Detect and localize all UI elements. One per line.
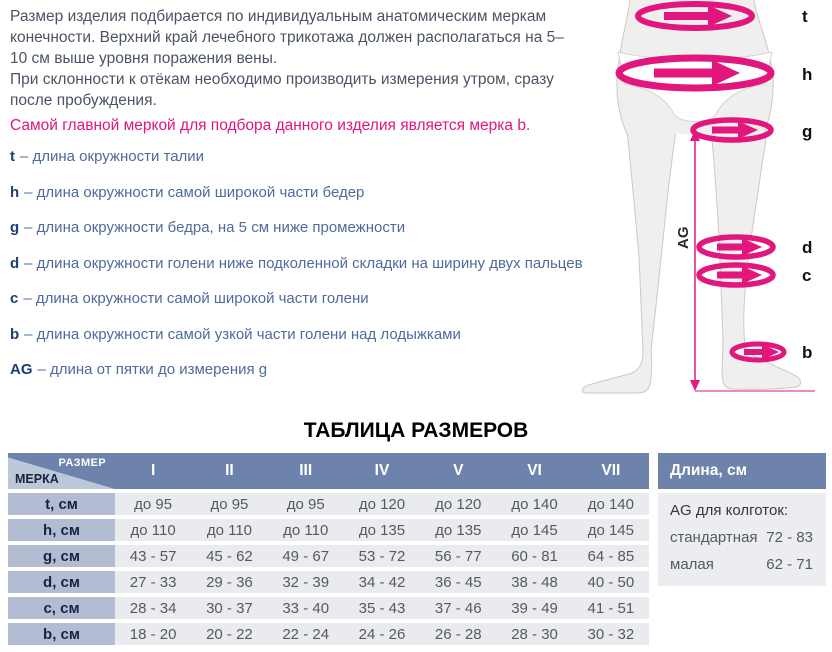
length-panel-note: AG для колготок: <box>670 502 789 519</box>
table-row <box>8 493 649 515</box>
row-label: h, см <box>8 519 115 541</box>
definition-term: h <box>10 183 20 201</box>
intro-paragraph-1: Размер изделия подбирается по индивидуальным анатомическим меркам конечности. Верхний край лечебного трикотажа должен располагаться на 5–10 см выше уровня поражения вены. <box>10 8 564 67</box>
row-label: g, см <box>8 545 115 567</box>
size-cell: до 110 <box>268 519 344 541</box>
size-cell: 49 - 67 <box>268 545 344 567</box>
size-cell: 53 - 72 <box>344 545 420 567</box>
figure-label-g: g <box>802 122 813 141</box>
definition-item <box>10 148 650 169</box>
corner-label-size: РАЗМЕР <box>58 457 106 469</box>
definition-item <box>10 219 650 240</box>
length-row-value: 62 - 71 <box>766 556 813 573</box>
column-header: I <box>115 453 191 489</box>
size-cell: до 110 <box>191 519 267 541</box>
size-cell: 40 - 50 <box>573 571 649 593</box>
length-panel <box>658 453 826 586</box>
highlight-line: Самой главной меркой для подбора данного изделия является мерка b. <box>10 117 531 134</box>
size-cell: 26 - 28 <box>420 623 496 645</box>
size-cell: 32 - 39 <box>268 571 344 593</box>
corner-cell <box>8 453 115 489</box>
size-cell: 37 - 46 <box>420 597 496 619</box>
size-cell: 30 - 37 <box>191 597 267 619</box>
size-cell: 24 - 26 <box>344 623 420 645</box>
size-cell: 43 - 57 <box>115 545 191 567</box>
definition-text: – длина окружности самой широкой части голени <box>23 290 369 307</box>
size-cell: 39 - 49 <box>496 597 572 619</box>
figure-label-c: c <box>802 266 812 285</box>
intro-paragraph-2: При склонности к отёкам необходимо производить измерения утром, сразу после пробуждения. <box>10 71 554 109</box>
size-cell: 30 - 32 <box>573 623 649 645</box>
table-row <box>8 519 649 541</box>
size-cell: 28 - 30 <box>496 623 572 645</box>
size-cell: 41 - 51 <box>573 597 649 619</box>
size-cell: 45 - 62 <box>191 545 267 567</box>
size-cell: 38 - 48 <box>496 571 572 593</box>
definition-text: – длина окружности голени ниже подколенной складки на ширину двух пальцев <box>24 254 583 272</box>
size-cell: 20 - 22 <box>191 623 267 645</box>
length-panel-rows <box>670 529 813 573</box>
size-table <box>8 449 649 649</box>
size-cell: 18 - 20 <box>115 623 191 645</box>
column-header: IV <box>344 453 420 489</box>
size-cell: до 145 <box>496 519 572 541</box>
size-cell: до 135 <box>420 519 496 541</box>
size-cell: 27 - 33 <box>115 571 191 593</box>
size-table-header-row <box>8 453 649 489</box>
size-cell: 29 - 36 <box>191 571 267 593</box>
measurement-definitions <box>10 148 650 397</box>
definition-item <box>10 290 650 311</box>
length-row-label: стандартная <box>670 529 758 546</box>
definition-item <box>10 361 650 382</box>
size-cell: 56 - 77 <box>420 545 496 567</box>
size-cell: 60 - 81 <box>496 545 572 567</box>
definition-term: c <box>10 290 19 307</box>
figure-label-d: d <box>802 238 813 257</box>
length-panel-header: Длина, см <box>658 453 826 489</box>
figure-label-b: b <box>802 343 813 362</box>
definition-text: – длина окружности самой широкой части бедер <box>24 183 365 201</box>
left-leg-shape <box>582 126 677 393</box>
size-cell: 28 - 34 <box>115 597 191 619</box>
definition-item <box>10 326 650 347</box>
column-header: VI <box>496 453 572 489</box>
figure-label-ag: AG <box>675 226 692 249</box>
size-cell: до 145 <box>573 519 649 541</box>
definition-text: – длина окружности самой узкой части голени над лодыжками <box>24 325 461 343</box>
column-header: III <box>268 453 344 489</box>
column-header: II <box>191 453 267 489</box>
definition-item <box>10 184 650 205</box>
size-cell: до 140 <box>496 493 572 515</box>
definition-term: t <box>10 148 15 165</box>
table-row <box>8 545 649 567</box>
row-label: d, см <box>8 571 115 593</box>
size-cell: 33 - 40 <box>268 597 344 619</box>
definition-text: – длина от пятки до измерения g <box>37 361 268 378</box>
definition-term: g <box>10 219 20 236</box>
table-row <box>8 571 649 593</box>
size-cell: до 95 <box>268 493 344 515</box>
size-cell: 22 - 24 <box>268 623 344 645</box>
size-table-body <box>8 493 649 645</box>
size-table-title: ТАБЛИЦА РАЗМЕРОВ <box>303 419 529 442</box>
size-cell: до 120 <box>420 493 496 515</box>
length-row-value: 72 - 83 <box>766 529 813 546</box>
definition-term: d <box>10 254 20 272</box>
length-row <box>670 529 813 546</box>
figure-label-h: h <box>802 65 813 84</box>
row-label: b, см <box>8 623 115 645</box>
size-cell: до 135 <box>344 519 420 541</box>
length-panel-body <box>658 493 826 586</box>
figure-label-t: t <box>802 7 808 26</box>
size-cell: до 140 <box>573 493 649 515</box>
definition-term: b <box>10 325 20 343</box>
size-cell: до 110 <box>115 519 191 541</box>
size-cell: 34 - 42 <box>344 571 420 593</box>
size-cell: до 120 <box>344 493 420 515</box>
size-cell: 64 - 85 <box>573 545 649 567</box>
table-row <box>8 597 649 619</box>
size-cell: 35 - 43 <box>344 597 420 619</box>
size-cell: до 95 <box>191 493 267 515</box>
corner-label-measure: МЕРКА <box>15 472 59 486</box>
column-header: VII <box>573 453 649 489</box>
length-row <box>670 556 813 573</box>
size-cell: до 95 <box>115 493 191 515</box>
legs-measurement-figure <box>572 0 832 405</box>
row-label: t, см <box>8 493 115 515</box>
column-header: V <box>420 453 496 489</box>
table-row <box>8 623 649 645</box>
definition-item <box>10 255 650 276</box>
row-label: c, см <box>8 597 115 619</box>
definition-term: AG <box>10 361 33 378</box>
definition-text: – длина окружности талии <box>20 148 205 165</box>
size-cell: 36 - 45 <box>420 571 496 593</box>
length-row-label: малая <box>670 556 714 573</box>
definition-text: – длина окружности бедра, на 5 см ниже промежности <box>24 219 406 236</box>
